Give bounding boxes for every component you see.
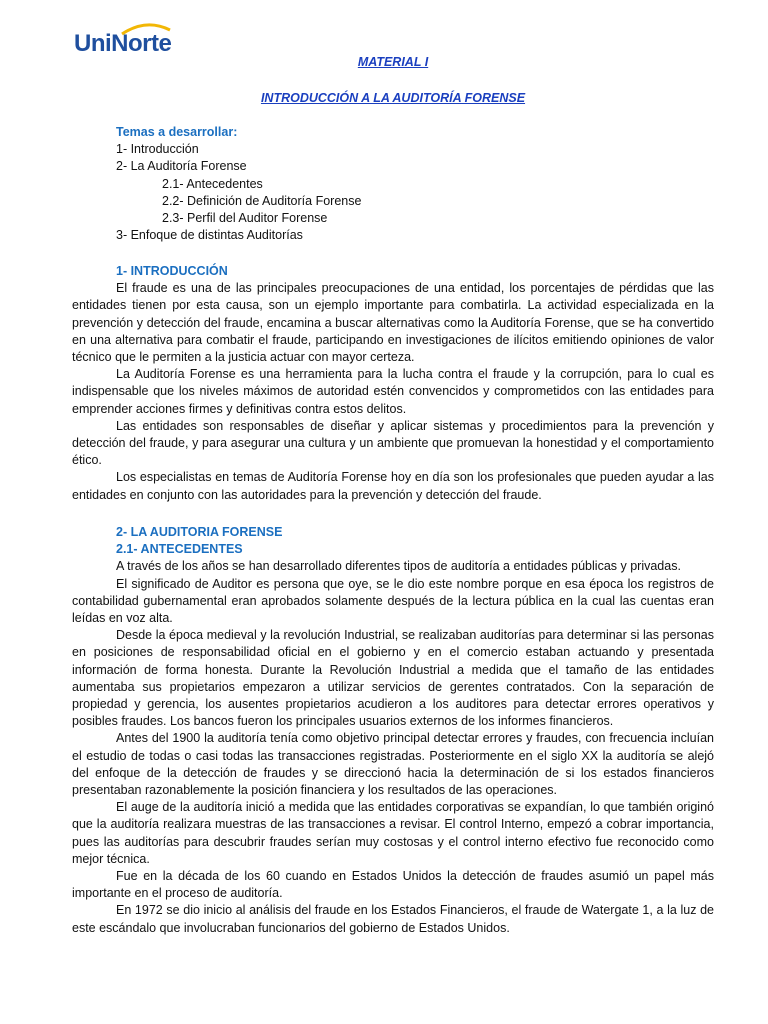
topics-list	[116, 124, 361, 244]
paragraph: Los especialistas en temas de Auditoría Forense hoy en día son los profesionales que pueden ayudar a las entidades en conjunto con las autoridades para la prevención y detección del fraude.	[72, 470, 714, 502]
paragraph: El auge de la auditoría inició a medida que las entidades corporativas se expandían, lo que también originó que la auditoría realizara muestras de las transacciones a revisar. El control Interno, empezó a cobrar importancia, pues las auditorías para descubrir fraudes serían muy costosas y el control interno efectivo fue reconocido como mejor técnica.	[72, 800, 714, 866]
topics-heading: Temas a desarrollar:	[116, 125, 238, 139]
paragraph: Las entidades son responsables de diseñar y aplicar sistemas y procedimientos para la prevención y detección del fraude, y para asegurar una cultura y un ambiente que promuevan la honestidad y el comportamiento ético.	[72, 418, 714, 468]
logo-text	[74, 30, 171, 58]
paragraph: Fue en la década de los 60 cuando en Estados Unidos la detección de fraudes asumió un papel más importante en el proceso de auditoría.	[72, 869, 714, 901]
topic-item: 3- Enfoque de distintas Auditorías	[116, 228, 303, 243]
material-title: MATERIAL I	[357, 55, 429, 69]
logo-text-norte: Norte	[111, 30, 172, 57]
main-title: INTRODUCCIÓN A LA AUDITORÍA FORENSE	[260, 91, 526, 105]
section-heading: 1- INTRODUCCIÓN	[116, 264, 228, 278]
topic-item: 2- La Auditoría Forense	[116, 159, 247, 174]
paragraph: La Auditoría Forense es una herramienta para la lucha contra el fraude y la corrupción, para lo cual es indispensable que los niveles máximos de autoridad estén convencidos y comprometidos con las entidades para emprender acciones firmes y definitivas contra estos delitos.	[72, 367, 714, 416]
paragraph: El fraude es una de las principales preocupaciones de una entidad, los porcentajes de pérdidas que las entidades tienen por esta causa, son un ejemplo importante para combatirla. La actividad especializada en la prevención y detección del fraude, encamina a buscar alternativas como la Auditoría Forense, que se ha convertido en una alternativa para combatir el fraude, participando en investigaciones de ilícitos emitiendo opiniones de valor técnico que le permiten a la justicia actuar con mayor certeza.	[72, 281, 714, 365]
paragraph: Antes del 1900 la auditoría tenía como objetivo principal detectar errores y fraudes, con frecuencia incluían el estudio de todas o casi todas las transacciones registradas. Posteriormente en el siglo XX la auditoría se alejó del enfoque de la detección de fraudes y se direccionó hacia la determinación de si los estados financieros presentaban razonablemente la posición financiera y los resultados de las operaciones.	[72, 731, 714, 798]
logo-text-uni: Uni	[74, 30, 112, 57]
topic-item: 1- Introducción	[116, 142, 199, 157]
paragraph: Desde la época medieval y la revolución Industrial, se realizaban auditorías para determinar si las personas en posiciones de responsabilidad oficial en el gobierno y en el comercio estaban actuando y presentada información de forma honesta. Durante la Revolución Industrial a medida que el tamaño de las entidades aumentaba sus propietarios empezaron a utilizar servicios de gerentes contratados. Con la separación de propiedad y gerencia, los ausentes propietarios acudieron a los auditores para detectar errores operativos y posibles fraudes. Los bancos fueron los principales usuarios externos de los informes financieros.	[72, 628, 714, 729]
paragraph: En 1972 se dio inicio al análisis del fraude en los Estados Financieros, el fraude de Watergate 1, a la luz de este escándalo que involucraban funcionarios del gobierno de Estados Unidos.	[72, 903, 714, 935]
topic-item: 2.2- Definición de Auditoría Forense	[162, 193, 362, 208]
section-heading: 2- LA AUDITORIA FORENSE	[116, 525, 283, 539]
topic-item: 2.3- Perfil del Auditor Forense	[162, 211, 328, 226]
paragraph: A través de los años se han desarrollado diferentes tipos de auditoría a entidades públicas y privadas.	[116, 559, 681, 574]
paragraph: El significado de Auditor es persona que oye, se le dio este nombre porque en esa época los registros de contabilidad gubernamental eran aprobados solamente después de la lectura pública en la cual las cuentas eran leídas en voz alta.	[72, 576, 714, 626]
section-introduccion	[72, 263, 714, 504]
section-auditoria-forense	[72, 524, 714, 937]
subsection-heading: 2.1- ANTECEDENTES	[116, 542, 243, 557]
topic-item: 2.1- Antecedentes	[162, 176, 263, 191]
